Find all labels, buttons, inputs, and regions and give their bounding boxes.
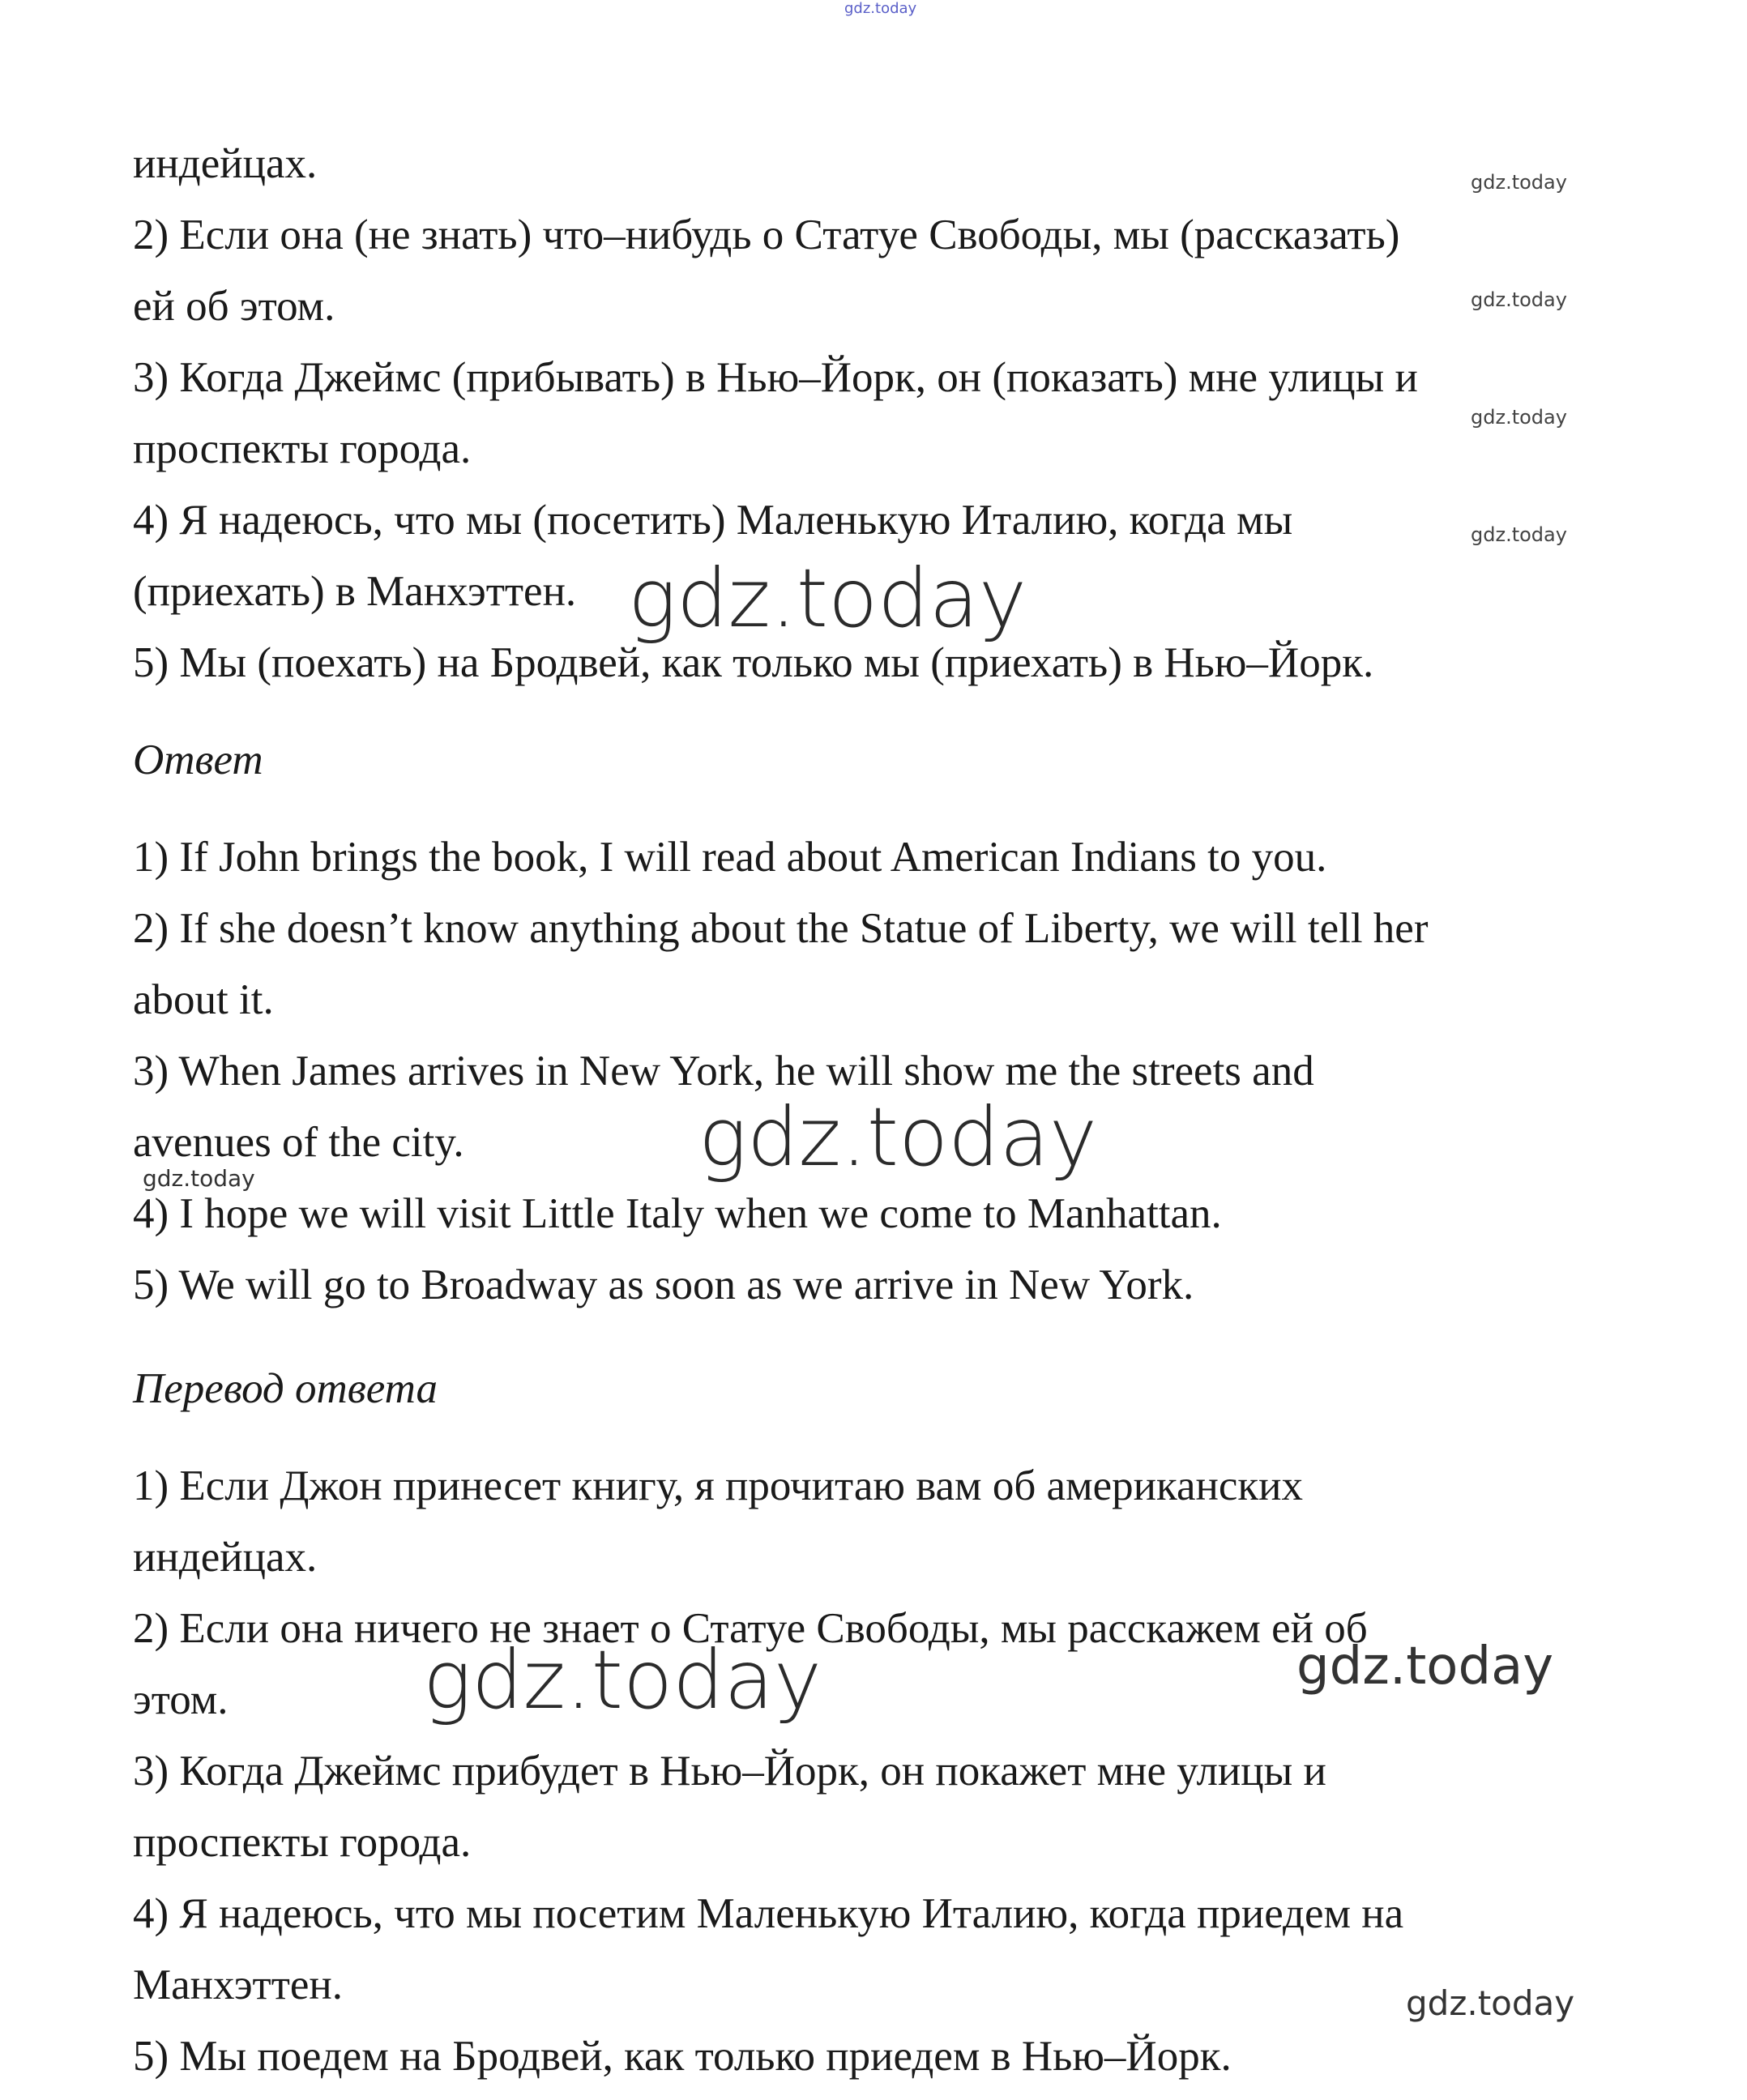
watermark-top: gdz.today	[844, 0, 917, 17]
answer-line: 1) If John brings the book, I will read about American Indians to you.	[133, 834, 1327, 881]
answer-line: 2) If she doesn’t know anything about the Statue of Liberty, we will tell her	[133, 905, 1429, 952]
task-line: 5) Мы (поехать) на Бродвей, как только мы (приехать) в Нью–Йорк.	[133, 639, 1374, 686]
translation-line: индейцах.	[133, 1534, 318, 1581]
translation-line: 3) Когда Джеймс прибудет в Нью–Йорк, он покажет мне улицы и	[133, 1748, 1326, 1795]
translation-line: 1) Если Джон принесет книгу, я прочитаю вам об американских	[133, 1462, 1303, 1509]
translation-line: 4) Я надеюсь, что мы посетим Маленькую Италию, когда приедем на	[133, 1890, 1404, 1937]
translation-line: этом.	[133, 1676, 229, 1723]
answer-line: 5) We will go to Broadway as soon as we arrive in New York.	[133, 1261, 1194, 1308]
answer-line: avenues of the city.	[133, 1119, 464, 1166]
translation-line: 2) Если она ничего не знает о Статуе Свободы, мы расскажем ей об	[133, 1605, 1368, 1652]
task-line: ей об этом.	[133, 283, 335, 330]
task-line: индейцах.	[133, 140, 318, 187]
task-line: 3) Когда Джеймс (прибывать) в Нью–Йорк, он (показать) мне улицы и	[133, 354, 1418, 401]
answer-line: 3) When James arrives in New York, he will show me the streets and	[133, 1048, 1314, 1095]
translation-heading: Перевод ответа	[133, 1365, 438, 1412]
watermark-small: gdz.today	[143, 1165, 255, 1192]
watermark-big: gdz.today	[628, 551, 1027, 646]
task-line: 2) Если она (не знать) что–нибудь о Статуе Свободы, мы (рассказать)	[133, 211, 1400, 258]
answer-heading: Ответ	[133, 736, 263, 783]
watermark-big: gdz.today	[423, 1633, 822, 1727]
translation-line: Манхэттен.	[133, 1961, 344, 2008]
task-line: 4) Я надеюсь, что мы (посетить) Маленькую Италию, когда мы	[133, 497, 1293, 544]
watermark-mid: gdz.today	[1296, 1637, 1554, 1697]
task-line: (приехать) в Манхэттен.	[133, 568, 577, 615]
answer-line: 4) I hope we will visit Little Italy when we come to Manhattan.	[133, 1190, 1222, 1237]
answer-line: about it.	[133, 976, 274, 1023]
translation-line: 5) Мы поедем на Бродвей, как только приедем в Нью–Йорк.	[133, 2033, 1232, 2080]
watermark-small: gdz.today	[1471, 171, 1567, 194]
watermark-small: gdz.today	[1471, 288, 1567, 311]
watermark-small: gdz.today	[1406, 1983, 1575, 2023]
watermark-small: gdz.today	[1471, 523, 1567, 546]
translation-line: проспекты города.	[133, 1819, 472, 1866]
watermark-small: gdz.today	[1471, 406, 1567, 429]
watermark-big: gdz.today	[698, 1090, 1098, 1184]
task-line: проспекты города.	[133, 425, 472, 472]
